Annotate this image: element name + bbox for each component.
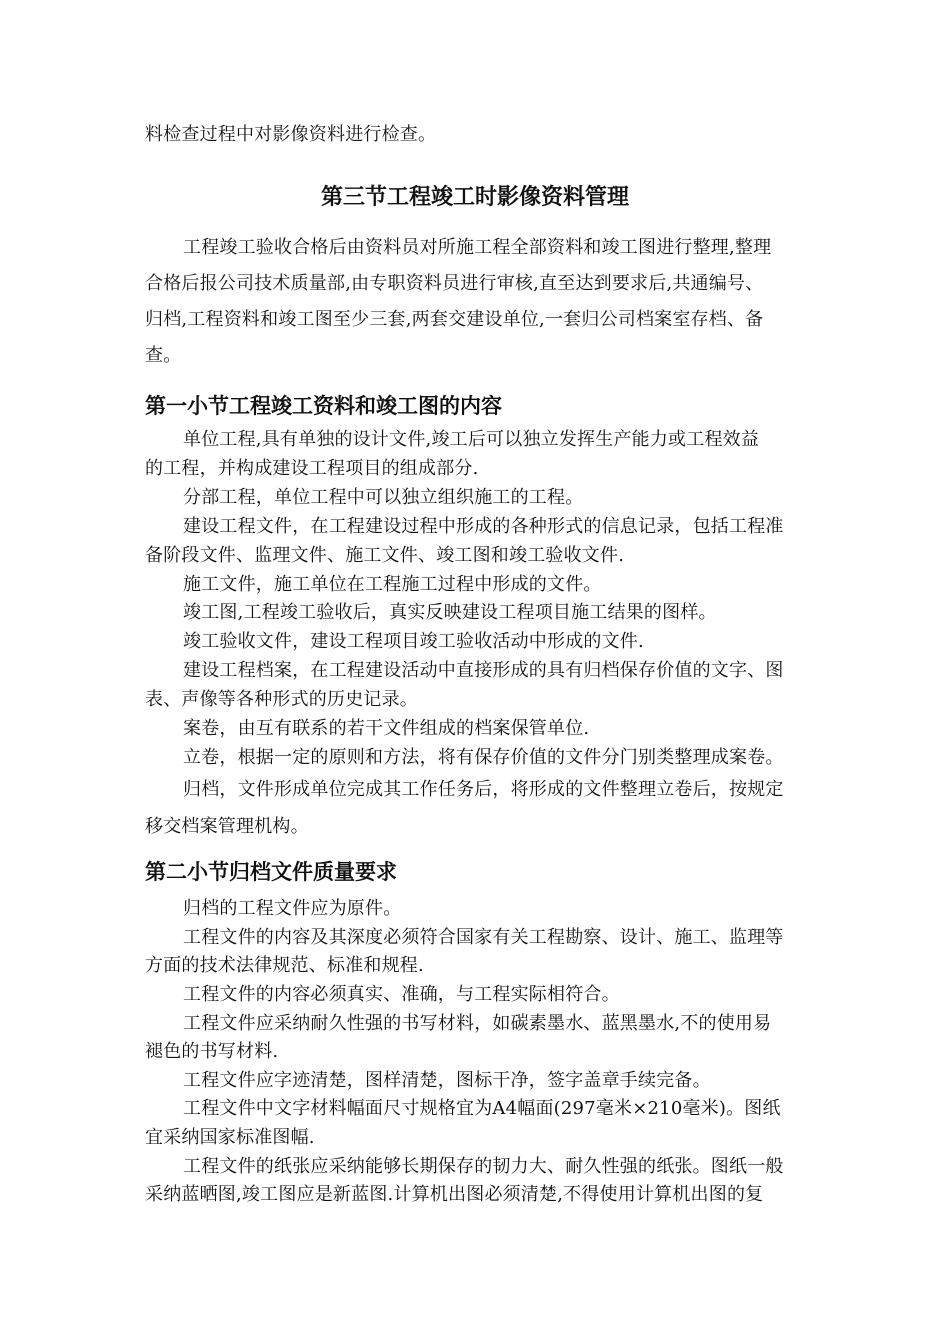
- paragraph-line: 褪色的书写材料.: [145, 1041, 279, 1062]
- paragraph-line: 归档的工程文件应为原件。: [183, 898, 402, 919]
- paragraph-line: 案卷，由互有联系的若干文件组成的档案保管单位.: [183, 718, 590, 739]
- paragraph-line: 方面的技术法律规范、标准和规程.: [145, 955, 424, 976]
- paragraph-line: 备阶段文件、监理文件、施工文件、竣工图和竣工验收文件.: [145, 545, 625, 566]
- paragraph-line: 工程文件应采纳耐久性强的书写材料，如碳素墨水、蓝黑墨水,不的使用易: [183, 1013, 772, 1034]
- paragraph-line: 归档，文件形成单位完成其工作任务后，将形成的文件整理立卷后，按规定: [183, 779, 784, 800]
- paragraph-line: 工程文件应字迹清楚，图样清楚，图标干净，签字盖章手续完备。: [183, 1070, 711, 1091]
- paragraph-line: 宜采纳国家标准图幅.: [145, 1127, 315, 1148]
- paragraph-line: 工程文件的内容必须真实、准确，与工程实际相符合。: [183, 984, 620, 1005]
- paragraph-line: 工程文件中文字材料幅面尺寸规格宜为A4幅面(297毫米×210毫米)。图纸: [183, 1098, 781, 1119]
- paragraph-line: 工程文件的内容及其深度必须符合国家有关工程勘察、设计、施工、监理等: [183, 927, 784, 948]
- continuation-text: 料检查过程中对影像资料进行检查。: [145, 124, 437, 145]
- paragraph-line: 移交档案管理机构。: [145, 816, 309, 837]
- paragraph-line: 表、声像等各种形式的历史记录。: [145, 689, 418, 710]
- section-paragraph-line: 工程竣工验收合格后由资料员对所施工程全部资料和竣工图进行整理,整理: [183, 237, 772, 258]
- section-paragraph-line: 查。: [145, 345, 182, 366]
- paragraph-line: 立卷，根据一定的原则和方法，将有保存价值的文件分门别类整理成案卷。: [183, 747, 784, 768]
- section-paragraph-line: 归档,工程资料和竣工图至少三套,两套交建设单位,一套归公司档案室存档、备: [145, 309, 764, 330]
- paragraph-line: 建设工程文件，在工程建设过程中形成的各种形式的信息记录，包括工程准: [183, 516, 784, 537]
- paragraph-line: 分部工程，单位工程中可以独立组织施工的工程。: [183, 487, 584, 508]
- section-title: 第三节工程竣工时影像资料管理: [320, 185, 629, 210]
- subsection-title: 第一小节工程竣工资料和竣工图的内容: [145, 394, 502, 418]
- paragraph-line: 建设工程档案，在工程建设活动中直接形成的具有归档保存价值的文字、图: [183, 660, 784, 681]
- section-paragraph-line: 合格后报公司技术质量部,由专职资料员进行审核,直至达到要求后,共通编号、: [145, 273, 764, 294]
- paragraph-line: 竣工图,工程竣工验收后，真实反映建设工程项目施工结果的图样。: [183, 602, 717, 623]
- paragraph-line: 的工程，并构成建设工程项目的组成部分.: [145, 458, 479, 479]
- paragraph-line: 施工文件，施工单位在工程施工过程中形成的文件。: [183, 574, 602, 595]
- paragraph-line: 单位工程,具有单独的设计文件,竣工后可以独立发挥生产能力或工程效益: [183, 429, 760, 450]
- paragraph-line: 工程文件的纸张应采纳能够长期保存的韧力大、耐久性强的纸张。图纸一般: [183, 1156, 784, 1177]
- paragraph-line: 竣工验收文件，建设工程项目竣工验收活动中形成的文件.: [183, 631, 644, 652]
- paragraph-line: 采纳蓝晒图,竣工图应是新蓝图.计算机出图必须清楚,不得使用计算机出图的复: [145, 1184, 764, 1205]
- subsection-title: 第二小节归档文件质量要求: [145, 860, 397, 884]
